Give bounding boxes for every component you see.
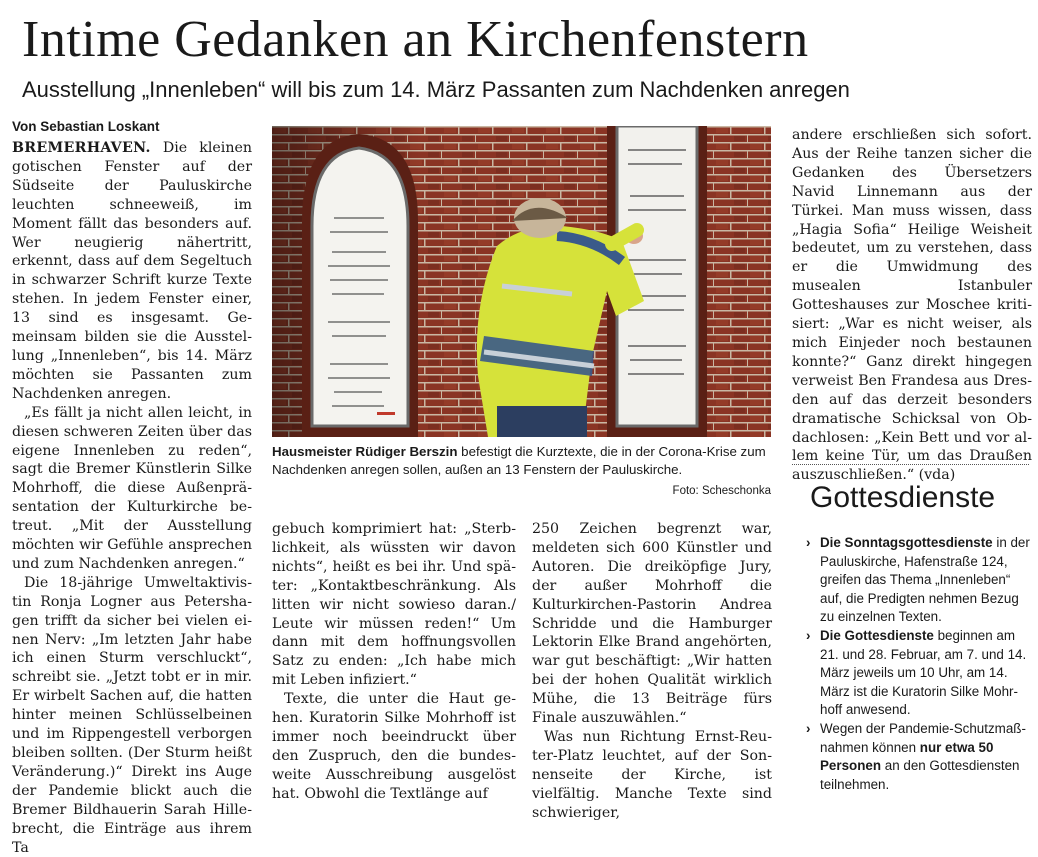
article-column-5 xyxy=(792,126,1032,485)
infobox-item-bold: nur etwa 50 Personen xyxy=(820,739,994,774)
byline: Von Sebastian Loskant xyxy=(12,119,160,134)
infobox-item xyxy=(806,720,1032,794)
subheadline: Ausstellung „Innenleben“ will bis zum 14. März Passanten zum Nachdenken anregen xyxy=(22,77,850,102)
paragraph-3: Die 18-jährige Umweltaktivistin Ronja Logner aus Petershagen trifft da sicher bei vielen einen Nerv: „Im letzten Jahr habe ich einen Sturm verschluckt“, schreibt sie. „Jetzt tobt er in mir. Er wirbelt Sachen auf, die hatten hinter meinen Schlüsselbeinen und im Rippengestell verborgen bleiben sollten. (Der Sturm heißt Veränderung.)“ Direkt ins Auge der Pandemie blickt auch die Bremer Bildhauerin Sarah Hillebrecht, die Einträge aus ihrem Ta xyxy=(12,574,252,856)
bullet-icon: › xyxy=(806,535,811,550)
infobox-item-bold: Die Gottesdienste xyxy=(820,627,934,643)
photo-illustration xyxy=(272,126,771,437)
article-column-3 xyxy=(272,520,516,804)
paragraph-7: Was nun Richtung Ernst-Reuter-Platz leuchtet, auf der Sonnenseite der Kirche, ist vielfältig. Manche Texte sind schwieriger, xyxy=(532,728,772,821)
paragraph-1-text: Die kleinen gotischen Fenster auf der Südseite der Pauluskirche leuchten schneeweiß, im Moment fällt das besonders auf. Wer neugierig nähertritt, erkennt, dass auf dem Segeltuch in schwarzer Schrift kurze Texte stehen. In jedem Fenster einer, 13 sind es insgesamt. Gemeinsam bilden sie die Ausstellung „Innenleben“, bis 14. März möchten sie Passanten zum Nachdenken anregen. xyxy=(12,140,252,402)
bullet-icon: › xyxy=(806,627,811,643)
paragraph-5: Texte, die unter die Haut gehen. Kuratorin Silke Mohrhoff ist immer noch beeindruckt über den Zuspruch, den die bundesweite Ausschreibung ausgelöst hat. Obwohl die Textlänge auf xyxy=(272,691,516,802)
paragraph-4: gebuch komprimiert hat: „Sterblichkeit, als wüssten wir davon nichts“, heißt es bei ihr. Und später: „Kontaktbeschränkung. Als litten wir nicht sowieso daran./ Leute wir müssen reden!“ Um dann mit dem hoffnungsvollen Satz zu enden: „Ich habe mich mit Leben infiziert.“ xyxy=(272,521,516,689)
infobox-list xyxy=(806,534,1032,794)
photo-caption xyxy=(272,443,771,479)
headline: Intime Gedanken an Kirchenfenstern xyxy=(22,11,809,68)
infobox-item-pre: Wegen der Pandemie-Schutzmaßnahmen können xyxy=(820,720,1026,755)
article-column-1 xyxy=(12,118,252,857)
photo-credit: Foto: Scheschonka xyxy=(672,485,771,497)
infobox-divider xyxy=(792,464,1029,465)
bullet-icon: › xyxy=(806,720,811,736)
infobox-item-text: an den Gottesdiensten teilnehmen. xyxy=(820,758,1020,792)
paragraph-2: „Es fällt ja nicht allen leicht, in diesen schweren Zeiten über das eigene Innenleben zu reden“, sagt die Bremer Künstlerin Silke Mohrhoff, die diese Außenpräsentation der Kulturkirche betreut. „Mit der Ausstellung möchten wir Gefühle ansprechen und zum Nachdenken anregen.“ xyxy=(12,404,252,572)
paragraph-1 xyxy=(12,139,252,404)
infobox-item-text: beginnen am 21. und 28. Februar, am 7. und 14. März jeweils um 10 Uhr, am 14. März ist die Kuratorin Silke Mohrhoff anwesend. xyxy=(820,627,1027,718)
article-column-4 xyxy=(532,520,772,823)
paragraph-8: andere erschließen sich sofort. Aus der Reihe tanzen sicher die Gedanken des Übersetzers Navid Linnemann aus der Türkei. Man muss wissen, dass „Hagia Sofia“ Heilige Weisheit bedeutet, um zu verstehen, dass er die Umwidmung des musealen Istanbuler Gotteshauses zur Moschee kritisiert: „War es nicht weiser, als mich Einjeder noch bestaunen konnte?“ Ganz direkt hingegen verweist Ben Frandesa aus Dresden auf das derzeit besonders dramatische Schicksal von Obdachlosen: „Kein Bett und vor allem keine Tür, um das Draußen auszuschließen.“ (vda) xyxy=(792,127,1032,484)
dateline: BREMERHAVEN. xyxy=(12,140,151,156)
caption-text: befestigt die Kurztexte, die in der Corona-Krise zum Nachdenken anregen sollen, außen an 13 Fenstern der Pauluskirche. xyxy=(272,444,766,477)
paragraph-6: 250 Zeichen begrenzt war, meldeten sich 600 Künstler und Autoren. Die dreiköpfige Jury, der außer Mohrhoff die Kulturkirchen-Pastorin Andrea Schridde und die Hamburger Lektorin Elke Brand angehörten, war gut beschäftigt: „Wir hatten bei der hohen Qualität wirklich Mühe, die 13 Beiträge fürs Finale auszuwählen.“ xyxy=(532,521,772,727)
infobox-item xyxy=(806,534,1032,627)
infobox-item xyxy=(806,627,1032,720)
infobox-item-text: in der Pauluskirche, Hafenstraße 124, greifen das Thema „Innenleben“ auf, die Predigten nehmen Bezug zu einzelnen Texten. xyxy=(820,535,1030,625)
infobox-item-bold: Die Sonntagsgottesdienste xyxy=(820,535,993,550)
infobox-title: Gottesdienste xyxy=(810,481,996,514)
caption-lead: Hausmeister Rüdiger Berszin xyxy=(272,444,458,459)
article-photo xyxy=(272,126,771,437)
